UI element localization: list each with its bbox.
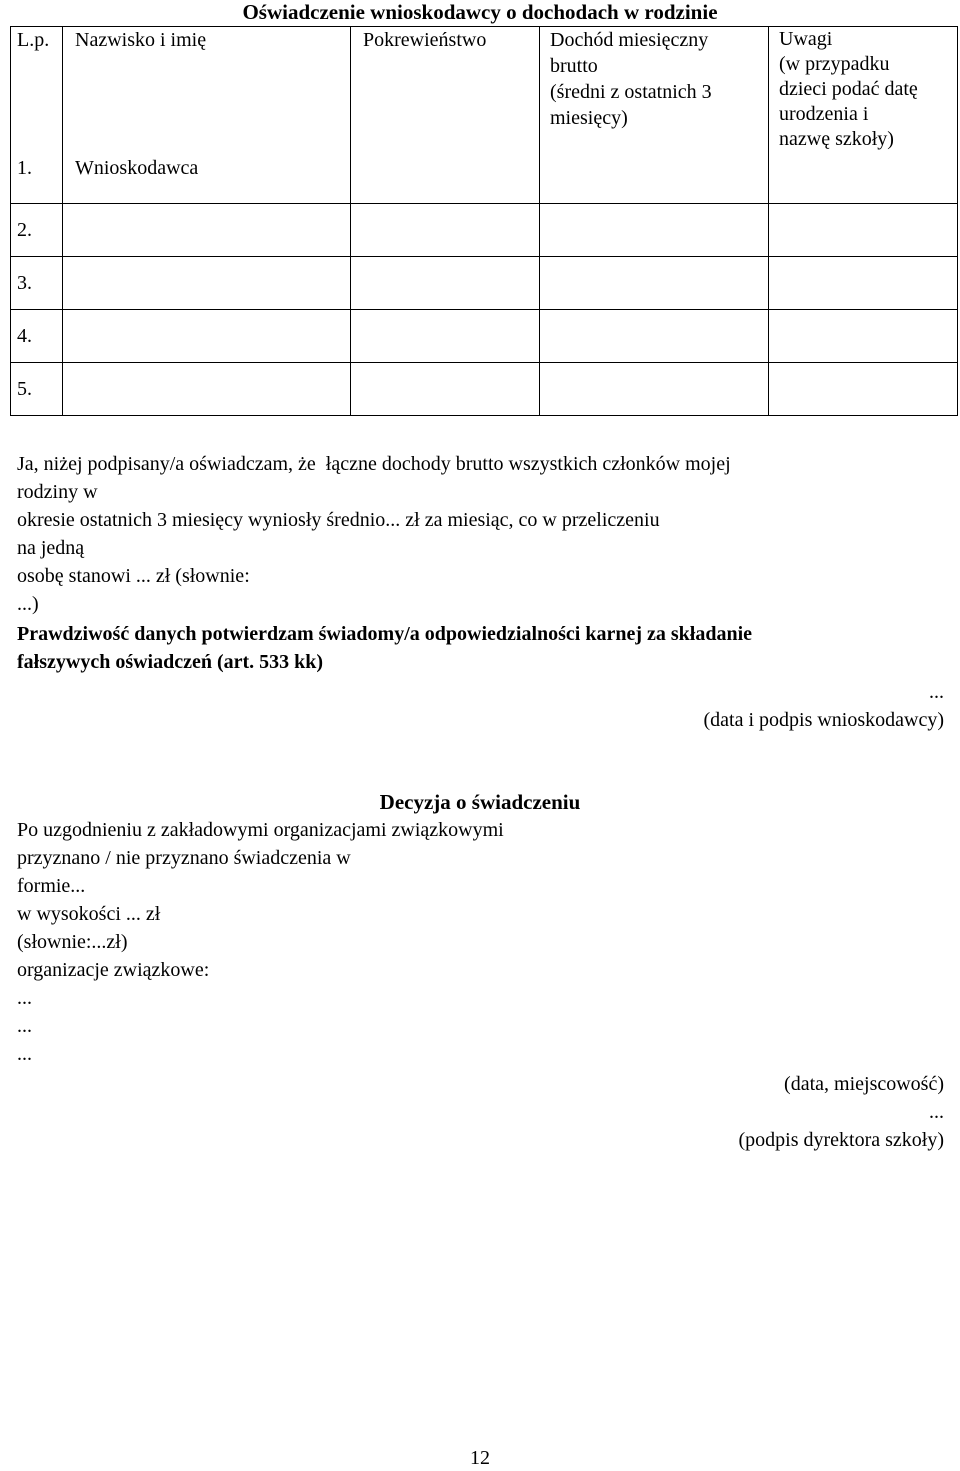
cell-income: [540, 257, 769, 310]
cell-relation: [351, 204, 540, 257]
header-notes-line: dzieci podać datę: [779, 78, 918, 100]
row-lp: 1.: [17, 157, 32, 179]
header-notes-line: urodzenia i: [779, 103, 869, 125]
header-income: [540, 27, 769, 204]
declaration-line: ...): [17, 593, 39, 615]
row-lp: 3.: [17, 272, 32, 294]
header-income-line: (średni z ostatnich 3: [550, 81, 712, 103]
decision-line: (słownie:...zł): [17, 931, 128, 953]
cell-income: [540, 363, 769, 416]
declaration-line: rodziny w: [17, 481, 98, 503]
cell-name: [63, 363, 351, 416]
director-signature-block: [738, 1070, 944, 1154]
decision-line: formie...: [17, 875, 86, 897]
header-notes-line: (w przypadku: [779, 53, 890, 75]
signature-label: (data i podpis wnioskodawcy): [703, 709, 944, 731]
cell-lp: [11, 155, 63, 204]
cell-relation: [351, 363, 540, 416]
table-row: [11, 363, 958, 416]
row-lp: 4.: [17, 325, 32, 347]
liability-line: Prawdziwość danych potwierdzam świadomy/a odpowiedzialności karnej za składanie: [17, 623, 753, 645]
header-lp: [11, 27, 63, 156]
cell-name: [63, 257, 351, 310]
table-row: [11, 257, 958, 310]
income-table: [10, 26, 958, 416]
header-lp-label: L.p.: [17, 29, 50, 51]
cell-notes: [769, 204, 958, 257]
liability-statement: [17, 620, 947, 676]
decision-line: ...: [17, 1015, 32, 1037]
header-relation: [351, 27, 540, 156]
cell-lp: [11, 257, 63, 310]
row-lp: 2.: [17, 219, 32, 241]
table-row: [11, 310, 958, 363]
table-header-row: [11, 27, 958, 156]
decision-body: [17, 816, 657, 1068]
cell-lp: [11, 310, 63, 363]
header-income-line: brutto: [550, 55, 598, 77]
decision-line: ...: [17, 987, 32, 1009]
cell-name: [63, 204, 351, 257]
header-notes-line: nazwę szkoły): [779, 128, 894, 150]
decision-title: Decyzja o świadczeniu: [379, 790, 581, 814]
cell-notes: [769, 363, 958, 416]
header-name-label: Nazwisko i imię: [75, 29, 207, 51]
cell-name: [63, 155, 351, 204]
header-notes: [769, 27, 958, 204]
cell-notes: [769, 257, 958, 310]
cell-income: [540, 204, 769, 257]
cell-lp: [11, 363, 63, 416]
decision-line: ...: [17, 1043, 32, 1065]
place-date-label: (data, miejscowość): [784, 1073, 944, 1095]
liability-line: fałszywych oświadczeń (art. 533 kk): [17, 651, 324, 673]
cell-notes: [769, 310, 958, 363]
header-notes-line: Uwagi: [779, 28, 833, 50]
declaration-line: na jedną: [17, 537, 85, 559]
declaration-line: osobę stanowi ... zł (słownie:: [17, 565, 250, 587]
cell-relation: [351, 257, 540, 310]
table-row: [11, 204, 958, 257]
header-relation-label: Pokrewieństwo: [363, 29, 487, 51]
header-name: [63, 27, 351, 156]
cell-lp: [11, 204, 63, 257]
document-title: Oświadczenie wnioskodawcy o dochodach w rodzinie: [242, 0, 718, 24]
declaration-line: okresie ostatnich 3 miesięcy wyniosły średnio... zł za miesiąc, co w przeliczeniu: [17, 509, 660, 531]
declaration-line: Ja, niżej podpisany/a oświadczam, że łączne dochody brutto wszystkich członków mojej: [17, 453, 731, 475]
signature-dots: ...: [929, 681, 944, 703]
cell-income: [540, 310, 769, 363]
cell-relation: [351, 155, 540, 204]
signature-label: (podpis dyrektora szkoły): [738, 1129, 944, 1151]
cell-relation: [351, 310, 540, 363]
cell-name: [63, 310, 351, 363]
decision-line: przyznano / nie przyznano świadczenia w: [17, 847, 351, 869]
decision-line: organizacje związkowe:: [17, 959, 210, 981]
signature-dots: ...: [929, 1101, 944, 1123]
header-income-line: Dochód miesięczny: [550, 29, 709, 51]
row-name: Wnioskodawca: [75, 157, 199, 179]
row-lp: 5.: [17, 378, 32, 400]
decision-line: Po uzgodnieniu z zakładowymi organizacjami związkowymi: [17, 819, 504, 841]
declaration-text: [17, 450, 947, 618]
header-income-line: miesięcy): [550, 107, 628, 129]
applicant-signature-block: [703, 678, 944, 734]
decision-line: w wysokości ... zł: [17, 903, 161, 925]
page-number: 12: [470, 1447, 490, 1469]
